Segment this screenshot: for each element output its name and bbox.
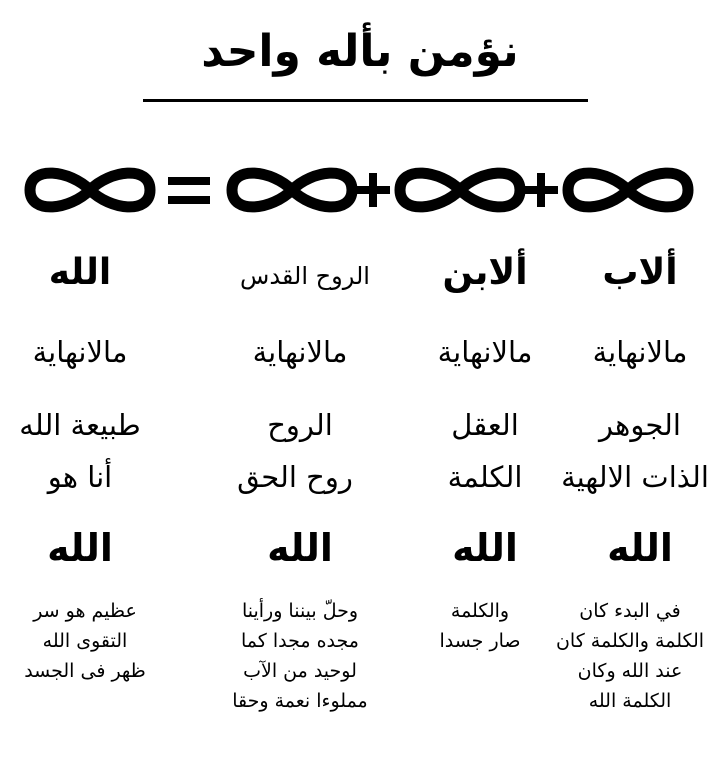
verse-line: مجده مجدا كما xyxy=(241,630,359,652)
infinite-label-father: مالانهاية xyxy=(592,335,688,369)
divine-self-label: الذات الالهية xyxy=(561,460,709,494)
infinity-icon xyxy=(30,173,150,207)
title-underline xyxy=(143,99,588,102)
verse-god xyxy=(0,596,170,686)
infinity-equation xyxy=(0,150,720,230)
spirit-label: الروح xyxy=(267,408,333,442)
heading-son: ألابن xyxy=(442,252,528,293)
equals-sign xyxy=(168,177,210,185)
infinity-icon xyxy=(232,173,352,207)
infinite-label-son: مالانهاية xyxy=(437,335,533,369)
infinity-icon xyxy=(568,173,688,207)
essence-label: الجوهر xyxy=(599,408,681,442)
verse-line: في البدء كان xyxy=(579,600,681,622)
i-am-label: أنا هو xyxy=(47,460,113,494)
mind-label: العقل xyxy=(451,408,519,442)
infinite-label-spirit: مالانهاية xyxy=(252,335,348,369)
verse-spirit xyxy=(200,596,400,716)
plus-sign xyxy=(537,173,545,207)
infinity-equation-graphic xyxy=(0,150,720,230)
god-label-spirit: الله xyxy=(267,526,333,570)
plus-sign xyxy=(369,173,377,207)
spirit-of-truth-label: روح الحق xyxy=(237,460,353,494)
infinite-label-god: مالانهاية xyxy=(32,335,128,369)
verse-line: وحلّ بيننا ورأينا xyxy=(241,600,359,622)
god-label-son: الله xyxy=(452,526,518,570)
verse-line: مملوءا نعمة وحقا xyxy=(232,690,368,712)
verse-line: لوحيد من الآب xyxy=(243,660,357,682)
verse-line: عظيم هو سر xyxy=(33,600,137,622)
equals-sign xyxy=(168,196,210,204)
heading-holy-spirit: الروح القدس xyxy=(240,262,370,290)
verse-line: الكلمة والكلمة كان xyxy=(555,630,705,652)
nature-of-god-label: طبيعة الله xyxy=(19,408,141,442)
verse-line: والكلمة xyxy=(450,600,510,622)
infinity-icon xyxy=(400,173,520,207)
verse-line: ظهر فى الجسد xyxy=(24,660,146,682)
verse-line: الكلمة الله xyxy=(588,690,672,712)
god-label-father: الله xyxy=(607,526,673,570)
god-label-god: الله xyxy=(47,526,113,570)
heading-father: ألاب xyxy=(602,252,678,293)
verse-line: التقوى الله xyxy=(42,630,128,652)
heading-god: الله xyxy=(48,252,112,293)
verse-father xyxy=(540,596,720,716)
page-title: نؤمن بأله واحد xyxy=(201,26,519,77)
verse-line: صار جسدا xyxy=(439,630,521,652)
word-label: الكلمة xyxy=(447,460,523,494)
verse-son xyxy=(410,596,550,656)
verse-line: عند الله وكان xyxy=(577,660,683,682)
